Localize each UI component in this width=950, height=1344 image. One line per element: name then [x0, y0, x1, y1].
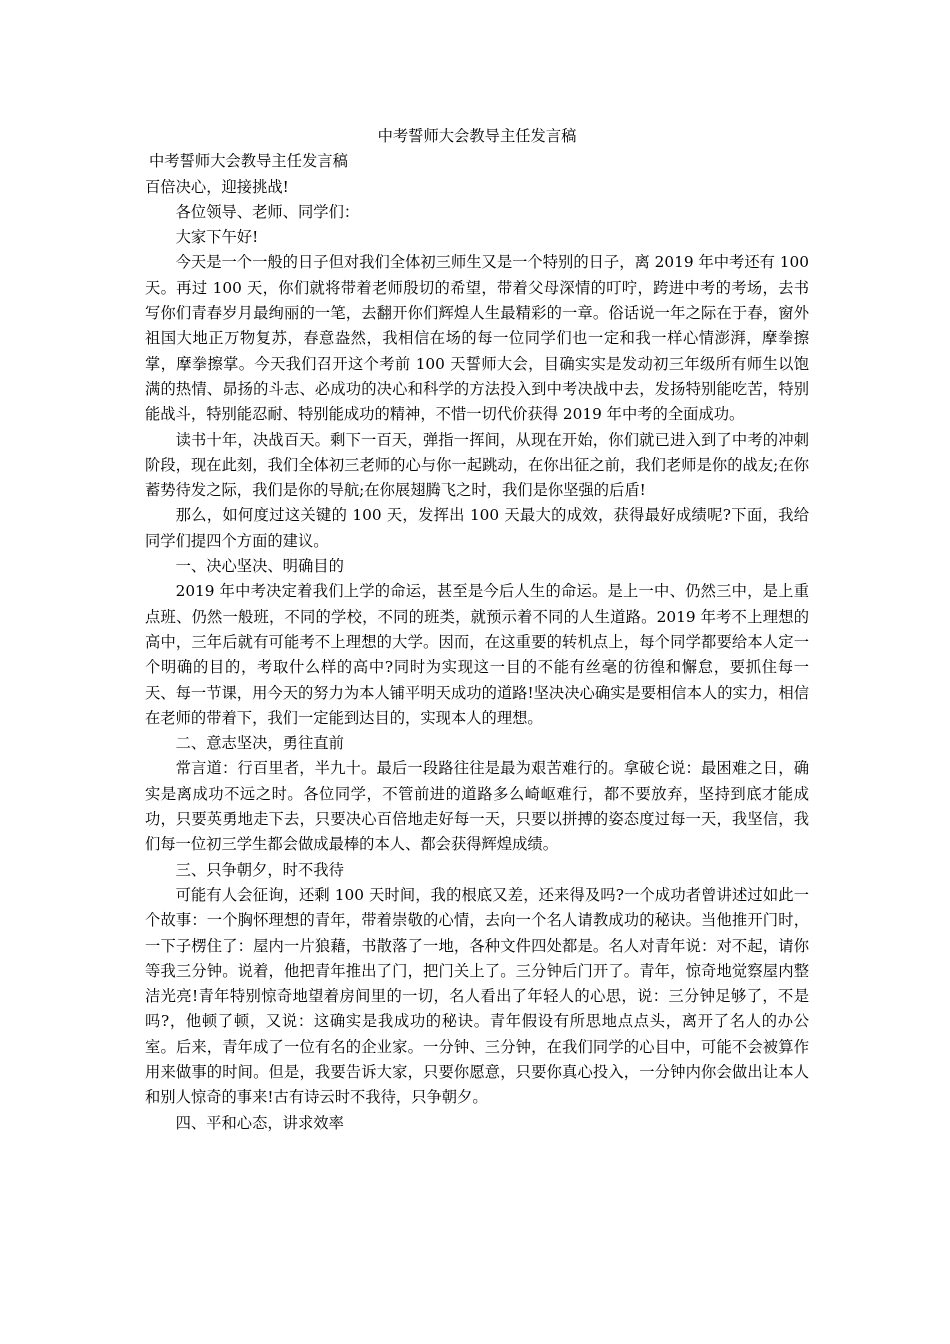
section-heading-3: 三、只争朝夕，时不我待 — [175, 860, 344, 879]
paragraph-will: 常言道：行百里者，半九十。最后一段路往往是最为艰苦难行的。拿破仑说：最困难之日，确实是离成功不远之时。各位同学，不管前进的道路多么崎岖难行，都不要放弃，坚持到底才能成功，只要英勇地走下去，只要决心百倍地走好每一天，只要以拼搏的姿态度过每一天，我坚信，我们每一位初三学生都会做成最棒的本人、都会获得辉煌成绩。 — [145, 759, 809, 854]
section-heading-2: 二、意志坚决，勇往直前 — [175, 734, 344, 753]
salutation: 各位领导、老师、同学们： — [175, 202, 360, 221]
page-title: 中考誓师大会教导主任发言稿 — [377, 127, 577, 145]
paragraph-suggestions: 那么，如何度过这关键的 100 天，发挥出 100 天最大的成效，获得最好成绩呢?下面，我给同学们提四个方面的建议。 — [145, 506, 809, 550]
paragraph-time: 可能有人会征询，还剩 100 天时间，我的根底又差，还来得及吗?一个成功者曾讲述过如此一个故事：一个胸怀理想的青年，带着崇敬的心情，去向一个名人请教成功的秘诀。当他推开门时，一下子楞住了：屋内一片狼藉，书散落了一地，各种文件四处都是。名人对青年说：对不起，请你等我三分钟。说着，他把青年推出了门，把门关上了。三分钟后门开了。青年，惊奇地觉察屋内整洁光亮!青年特别惊奇地望着房间里的一切，名人看出了年轻人的心思，说：三分钟足够了，不是吗?，他顿了顿，又说：这确实是我成功的秘诀。青年假设有所思地点点头，离开了名人的办公室。后来，青年成了一位有名的企业家。一分钟、三分钟，在我们同学的心目中，可能不会被算作用来做事的时间。但是，我要告诉大家，只要你愿意，只要你真心投入，一分钟内你会做出让本人和别人惊奇的事来!古有诗云时不我待，只争朝夕。 — [145, 885, 809, 1107]
greeting: 大家下午好! — [175, 228, 259, 247]
paragraph-intro: 今天是一个一般的日子但对我们全体初三师生又是一个特别的日子，离 2019 年中考还有 100 天。再过 100 天，你们就将带着老师殷切的希望，带着父母深情的叮咛，跨进中考的考场，去书写你们青春岁月最绚丽的一笔，去翻开你们辉煌人生最精彩的一章。俗话说一年之际在于春，窗外祖国大地正万物复苏，春意盎然，我相信在场的每一位同学们也一定和我一样心情澎湃，摩拳擦掌，摩拳擦掌。今天我们召开这个考前 100 天誓师大会，目确实实是发动初三年级所有师生以饱满的热情、昴扬的斗志、必成功的决心和科学的方法投入到中考决战中去，发扬特别能吃苦，特别能战斗，特别能忍耐、特别能成功的精神，不惜一切代价获得 2019 年中考的全面成功。 — [145, 253, 809, 424]
paragraph-countdown: 读书十年，决战百天。剩下一百天，弹指一挥间，从现在开始，你们就已进入到了中考的冲刺阶段，现在此刻，我们全体初三老师的心与你一起跳动，在你出征之前，我们老师是你的战友;在你蓄势待发之际，我们是你的导航;在你展翅腾飞之时，我们是你坚强的后盾! — [145, 430, 809, 500]
section-heading-1: 一、决心坚决、明确目的 — [175, 557, 344, 576]
paragraph-goal: 2019 年中考决定着我们上学的命运，甚至是今后人生的命运。是上一中、仍然三中，是上重点班、仍然一般班，不同的学校，不同的班类，就预示着不同的人生道路。2019 年考不上理想的高中，三年后就有可能考不上理想的大学。因而，在这重要的转机点上，每个同学都要给本人定一个明确的目的，考取什么样的高中?同时为实现这一目的不能有丝毫的彷徨和懈怠，要抓住每一天、每一节课，用今天的努力为本人铺平明天成功的道路!坚决决心确实是要相信本人的实力，相信在老师的带着下，我们一定能到达目的，实现本人的理想。 — [145, 582, 809, 727]
section-heading-4: 四、平和心态，讲求效率 — [175, 1113, 344, 1132]
document-subtitle: 中考誓师大会教导主任发言稿 — [149, 152, 348, 171]
document-body — [145, 124, 809, 1136]
slogan: 百倍决心，迎接挑战! — [145, 177, 289, 196]
